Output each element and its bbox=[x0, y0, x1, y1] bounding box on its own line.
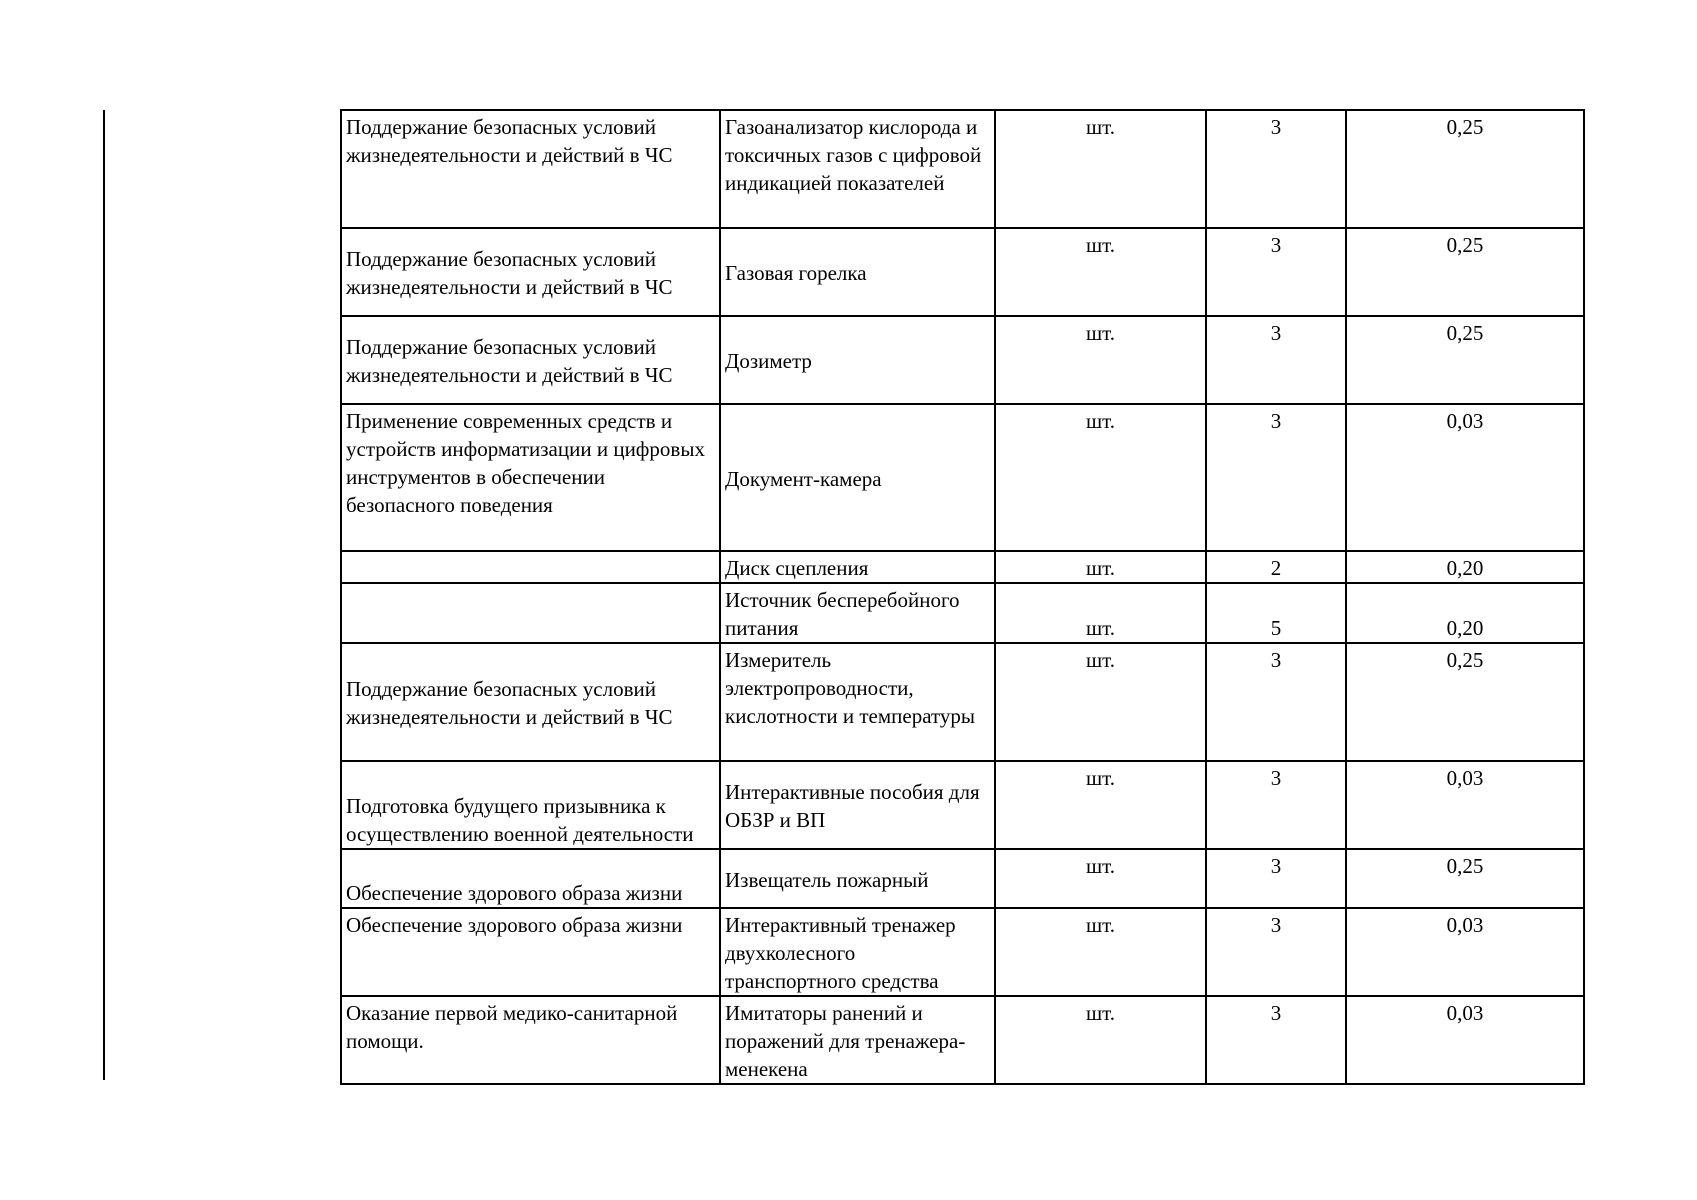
topic-cell: Поддержание безопасных условий жизнедеятельности и действий в ЧС bbox=[341, 316, 720, 404]
rate-cell: 0,25 bbox=[1346, 228, 1584, 316]
table-row bbox=[341, 761, 1584, 849]
equipment-table bbox=[340, 109, 1585, 1085]
quantity-cell: 3 bbox=[1206, 316, 1346, 404]
topic-cell: Применение современных средств и устройств информатизации и цифровых инструментов в обеспечении безопасного поведения bbox=[341, 404, 720, 551]
equipment-name-cell: Дозиметр bbox=[720, 316, 995, 404]
quantity-cell: 3 bbox=[1206, 404, 1346, 551]
equipment-name-cell: Газовая горелка bbox=[720, 228, 995, 316]
quantity-cell: 3 bbox=[1206, 110, 1346, 228]
equipment-name-cell: Документ-камера bbox=[720, 404, 995, 551]
unit-cell: шт. bbox=[995, 110, 1206, 228]
table-row bbox=[341, 316, 1584, 404]
equipment-name-cell: Извещатель пожарный bbox=[720, 849, 995, 908]
topic-cell: Поддержание безопасных условий жизнедеятельности и действий в ЧС bbox=[341, 110, 720, 228]
table-row bbox=[341, 404, 1584, 551]
rate-cell: 0,25 bbox=[1346, 110, 1584, 228]
page-margin-line bbox=[103, 110, 105, 1080]
rate-cell: 0,20 bbox=[1346, 583, 1584, 643]
topic-cell: Поддержание безопасных условий жизнедеятельности и действий в ЧС bbox=[341, 228, 720, 316]
quantity-cell: 3 bbox=[1206, 849, 1346, 908]
unit-cell: шт. bbox=[995, 404, 1206, 551]
quantity-cell: 2 bbox=[1206, 551, 1346, 583]
rate-cell: 0,20 bbox=[1346, 551, 1584, 583]
unit-cell: шт. bbox=[995, 996, 1206, 1084]
rate-cell: 0,03 bbox=[1346, 404, 1584, 551]
equipment-name-cell: Газоанализатор кислорода и токсичных газов с цифровой индикацией показателей bbox=[720, 110, 995, 228]
topic-cell: Подготовка будущего призывника к осуществлению военной деятельности bbox=[341, 761, 720, 849]
table-row bbox=[341, 908, 1584, 996]
rate-cell: 0,03 bbox=[1346, 761, 1584, 849]
topic-cell: Поддержание безопасных условий жизнедеятельности и действий в ЧС bbox=[341, 643, 720, 761]
rate-cell: 0,03 bbox=[1346, 908, 1584, 996]
unit-cell: шт. bbox=[995, 316, 1206, 404]
table-row bbox=[341, 996, 1584, 1084]
rate-cell: 0,03 bbox=[1346, 996, 1584, 1084]
equipment-name-cell: Источник бесперебойного питания bbox=[720, 583, 995, 643]
unit-cell: шт. bbox=[995, 761, 1206, 849]
topic-cell bbox=[341, 551, 720, 583]
unit-cell: шт. bbox=[995, 228, 1206, 316]
table-row bbox=[341, 583, 1584, 643]
topic-cell: Обеспечение здорового образа жизни bbox=[341, 908, 720, 996]
rate-cell: 0,25 bbox=[1346, 849, 1584, 908]
quantity-cell: 5 bbox=[1206, 583, 1346, 643]
topic-cell: Обеспечение здорового образа жизни bbox=[341, 849, 720, 908]
quantity-cell: 3 bbox=[1206, 996, 1346, 1084]
quantity-cell: 3 bbox=[1206, 761, 1346, 849]
equipment-name-cell: Интерактивные пособия для ОБЗР и ВП bbox=[720, 761, 995, 849]
equipment-name-cell: Диск сцепления bbox=[720, 551, 995, 583]
equipment-name-cell: Измеритель электропроводности, кислотности и температуры bbox=[720, 643, 995, 761]
unit-cell: шт. bbox=[995, 849, 1206, 908]
table-row bbox=[341, 551, 1584, 583]
rate-cell: 0,25 bbox=[1346, 643, 1584, 761]
quantity-cell: 3 bbox=[1206, 643, 1346, 761]
equipment-name-cell: Имитаторы ранений и поражений для тренажера-менекена bbox=[720, 996, 995, 1084]
table-row bbox=[341, 643, 1584, 761]
topic-cell bbox=[341, 583, 720, 643]
table-row bbox=[341, 110, 1584, 228]
table-row bbox=[341, 849, 1584, 908]
unit-cell: шт. bbox=[995, 908, 1206, 996]
table-row bbox=[341, 228, 1584, 316]
unit-cell: шт. bbox=[995, 643, 1206, 761]
quantity-cell: 3 bbox=[1206, 908, 1346, 996]
unit-cell: шт. bbox=[995, 583, 1206, 643]
rate-cell: 0,25 bbox=[1346, 316, 1584, 404]
topic-cell: Оказание первой медико-санитарной помощи. bbox=[341, 996, 720, 1084]
equipment-name-cell: Интерактивный тренажер двухколесного транспортного средства bbox=[720, 908, 995, 996]
quantity-cell: 3 bbox=[1206, 228, 1346, 316]
unit-cell: шт. bbox=[995, 551, 1206, 583]
